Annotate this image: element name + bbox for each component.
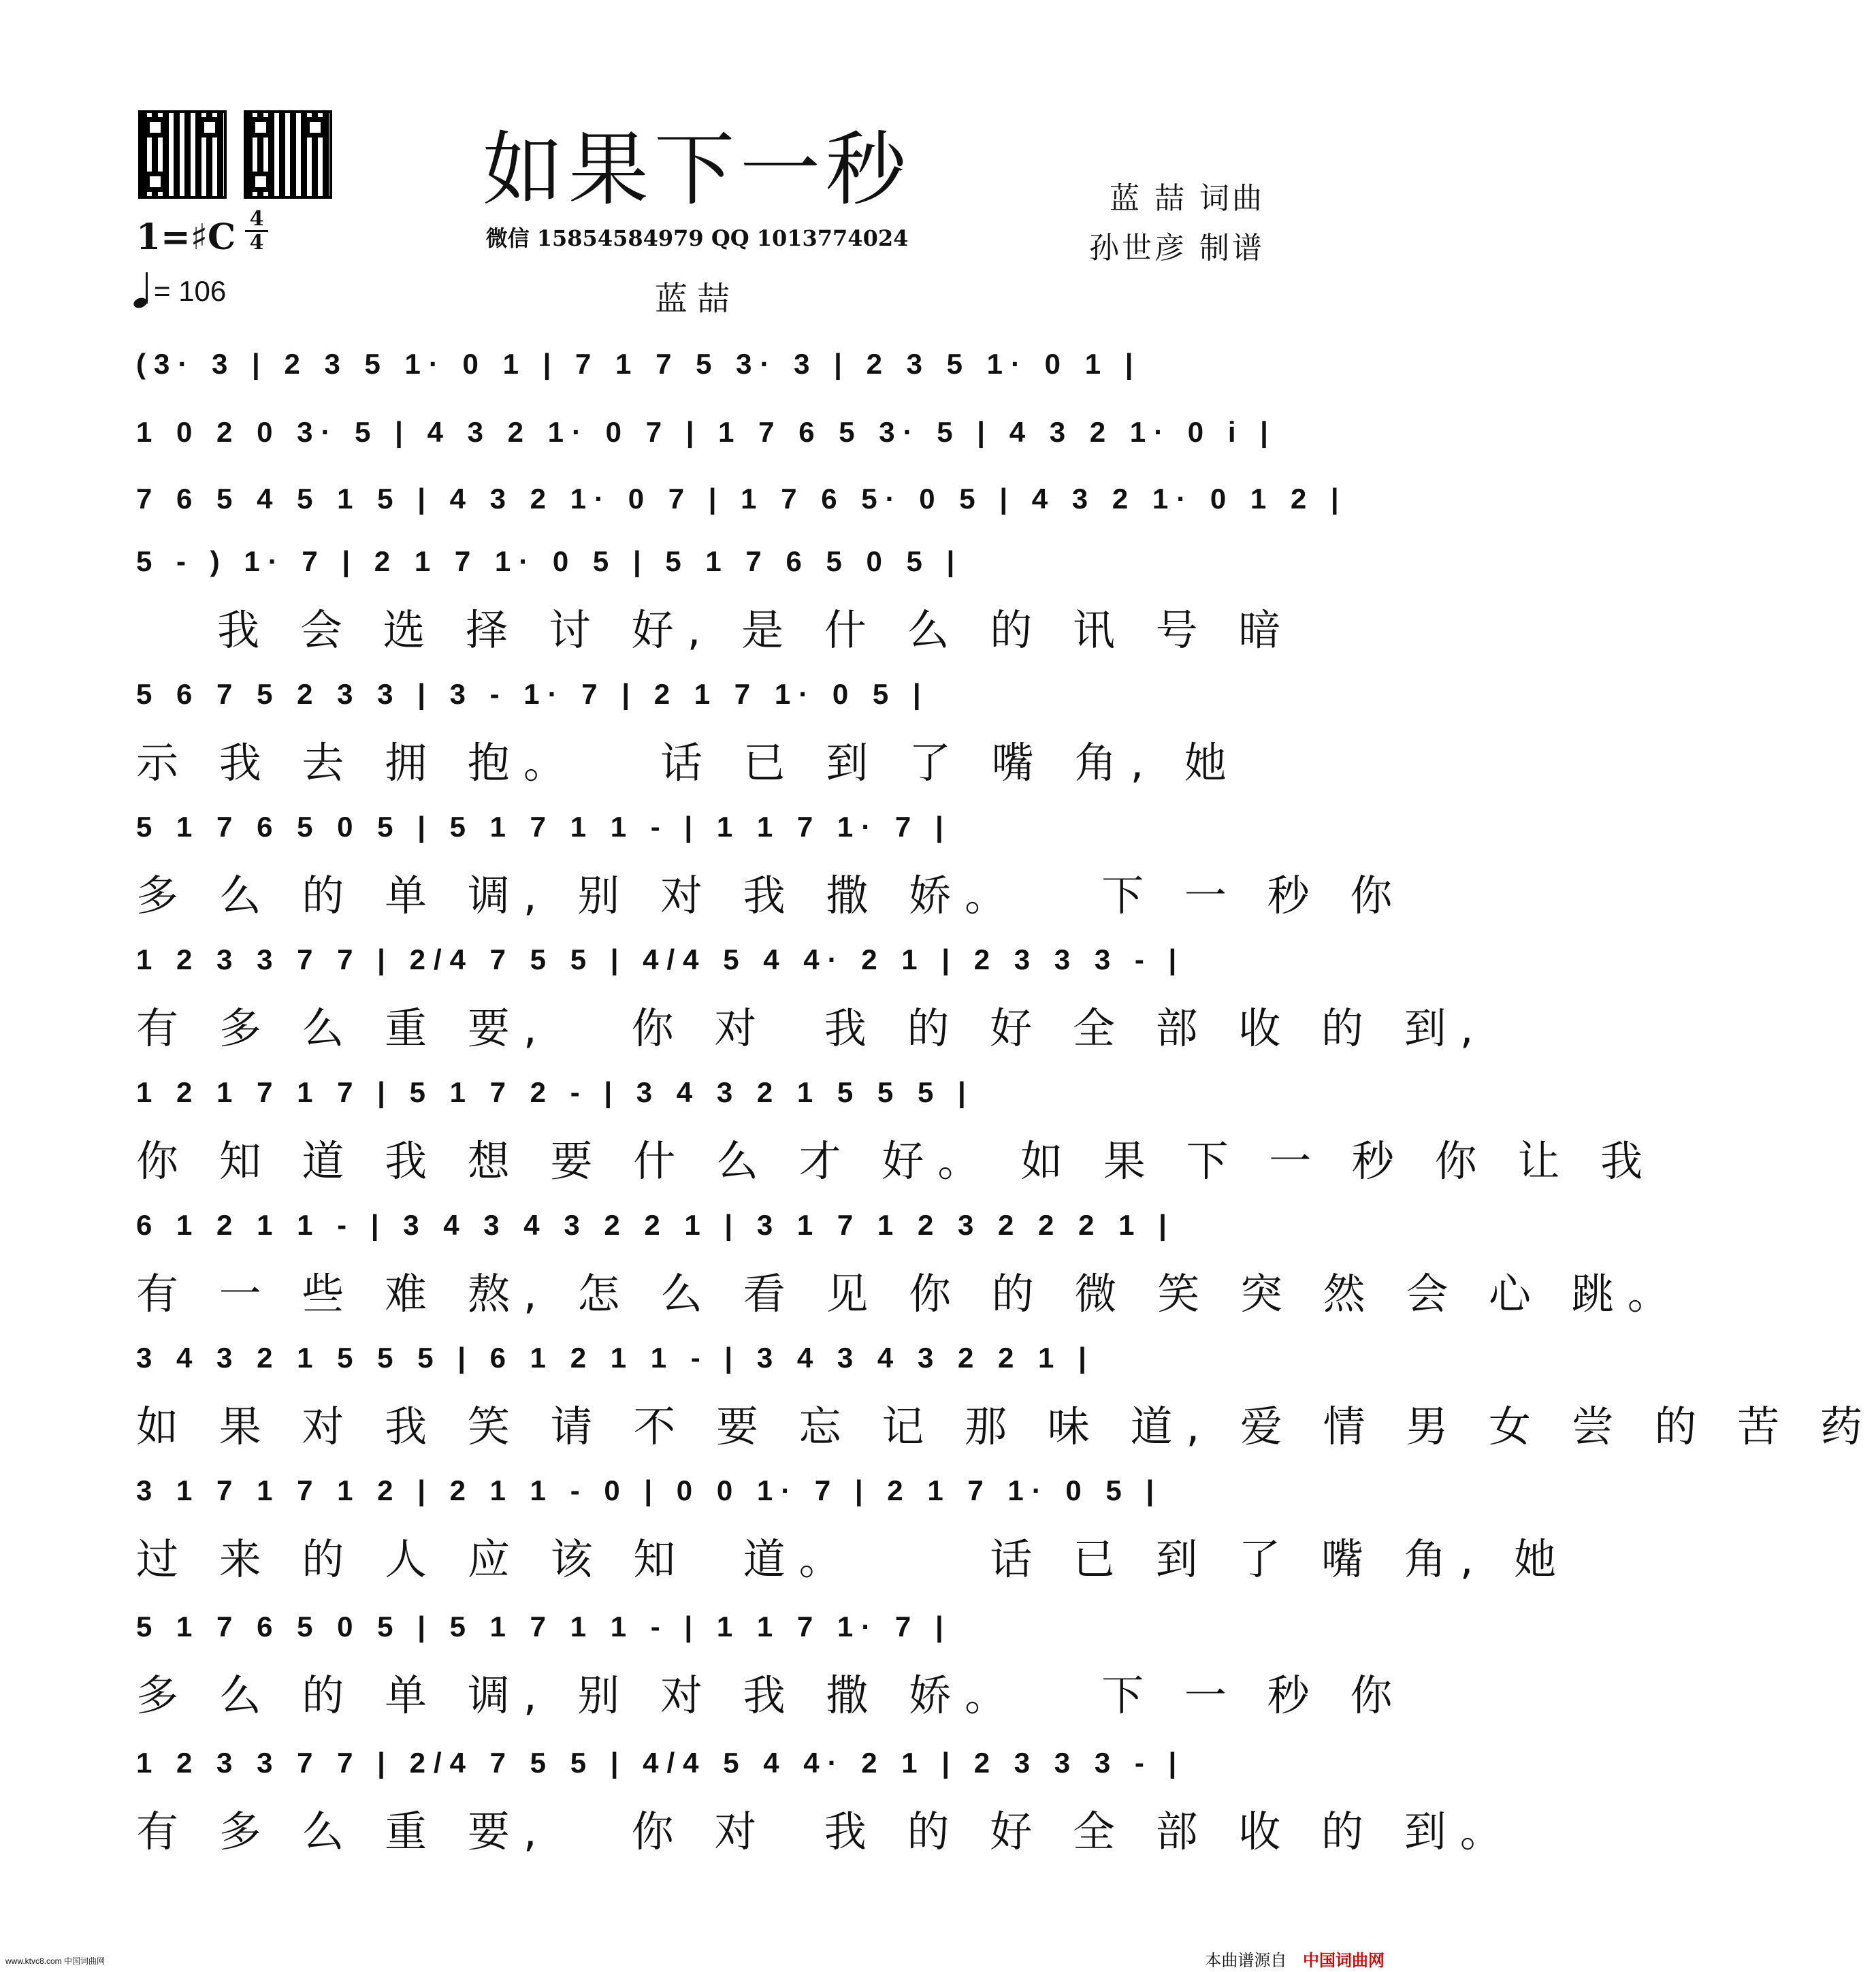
notation-line: 5 1 7 6 5 0 5 | 5 1 7 1 1 - | 1 1 7 1· 7 |: [136, 1611, 952, 1643]
notation-line: 6 1 2 1 1 - | 3 4 3 4 3 2 2 1 | 3 1 7 1 2 3 2 2 2 1 |: [136, 1209, 1175, 1241]
notation-line: 3 4 3 2 1 5 5 5 | 6 1 2 1 1 - | 3 4 3 4 3 2 2 1 |: [136, 1342, 1095, 1374]
quarter-note-icon: [133, 272, 148, 308]
tempo-marking: [133, 272, 226, 308]
notation-line: 7 6 5 4 5 1 5 | 4 3 2 1· 0 7 | 1 7 6 5· 0 5 | 4 3 2 1· 0 1 2 |: [136, 483, 1347, 515]
footer-brand-link[interactable]: 中国词曲网: [1303, 1951, 1385, 1970]
key-signature: 1=♯C: [136, 216, 236, 258]
lyrics-line: 过 来 的 人 应 该 知 道。 话 已 到 了 嘴 角, 她: [136, 1534, 1570, 1584]
notation-line: 5 1 7 6 5 0 5 | 5 1 7 1 1 - | 1 1 7 1· 7 |: [136, 811, 952, 843]
lyrics-line: 如 果 对 我 笑 请 不 要 忘 记 那 味 道, 爱 情 男 女 尝 的 苦 药: [136, 1402, 1876, 1451]
notation-line: 1 2 1 7 1 7 | 5 1 7 2 - | 3 4 3 2 1 5 5 5 |: [136, 1076, 974, 1108]
song-title: 如果下一秒: [482, 123, 911, 216]
footer-site-url[interactable]: www.ktvc8.com 中国词曲网: [5, 1956, 106, 1966]
lyrics-line: 示 我 去 拥 抱。 话 已 到 了 嘴 角, 她: [136, 738, 1240, 788]
lyrics-line: 多 么 的 单 调, 别 对 我 撒 娇。 下 一 秒 你: [136, 1670, 1406, 1720]
lyrics-line: 你 知 道 我 想 要 什 么 才 好。 如 果 下 一 秒 你 让 我: [136, 1136, 1657, 1186]
lyrics-line: 有 一 些 难 熬, 怎 么 看 见 你 的 微 笑 突 然 会 心 跳。: [136, 1269, 1683, 1319]
footer-source-note: 本曲谱源自: [1205, 1951, 1287, 1970]
time-signature-top: 4: [249, 207, 264, 231]
credit-lyrics-music: 蓝 喆 词曲: [1110, 181, 1265, 216]
tempo-value: = 106: [154, 275, 227, 307]
lyrics-line: 多 么 的 单 调, 别 对 我 撒 娇。 下 一 秒 你: [136, 871, 1406, 920]
contact-info: 微信 15854584979 QQ 1013774024: [485, 225, 909, 251]
notation-line: 3 1 7 1 7 1 2 | 2 1 1 - 0 | 0 0 1· 7 | 2 1 7 1· 0 5 |: [136, 1474, 1163, 1506]
lyrics-line: 我 会 选 择 讨 好, 是 什 么 的 讯 号 暗: [136, 605, 1295, 655]
credit-arranger: 孙世彦 制谱: [1089, 231, 1265, 265]
notation-line: 1 2 3 3 7 7 | 2/4 7 5 5 | 4/4 5 4 4· 2 1 | 2 3 3 3 - |: [136, 1747, 1185, 1779]
time-signature-bottom: 4: [249, 231, 264, 255]
singer-name: 蓝喆: [654, 280, 739, 318]
time-signature: [245, 208, 268, 254]
footer-source: [1205, 1947, 1385, 1971]
lyrics-line: 有 多 么 重 要, 你 对 我 的 好 全 部 收 的 到,: [136, 1003, 1487, 1053]
notation-line: 1 0 2 0 3· 5 | 4 3 2 1· 0 7 | 1 7 6 5 3· 5 | 4 3 2 1· 0 i |: [136, 416, 1276, 448]
notation-line: (3· 3 | 2 3 5 1· 0 1 | 7 1 7 5 3· 3 | 2 3 5 1· 0 1 |: [136, 348, 1142, 380]
lyrics-line: 有 多 么 重 要, 你 对 我 的 好 全 部 收 的 到。: [136, 1807, 1516, 1856]
notation-line: 5 6 7 5 2 3 3 | 3 - 1· 7 | 2 1 7 1· 0 5 |: [136, 678, 929, 710]
notation-line: 5 - ) 1· 7 | 2 1 7 1· 0 5 | 5 1 7 6 5 0 5 |: [136, 545, 963, 577]
notation-line: 1 2 3 3 7 7 | 2/4 7 5 5 | 4/4 5 4 4· 2 1 | 2 3 3 3 - |: [136, 943, 1185, 975]
